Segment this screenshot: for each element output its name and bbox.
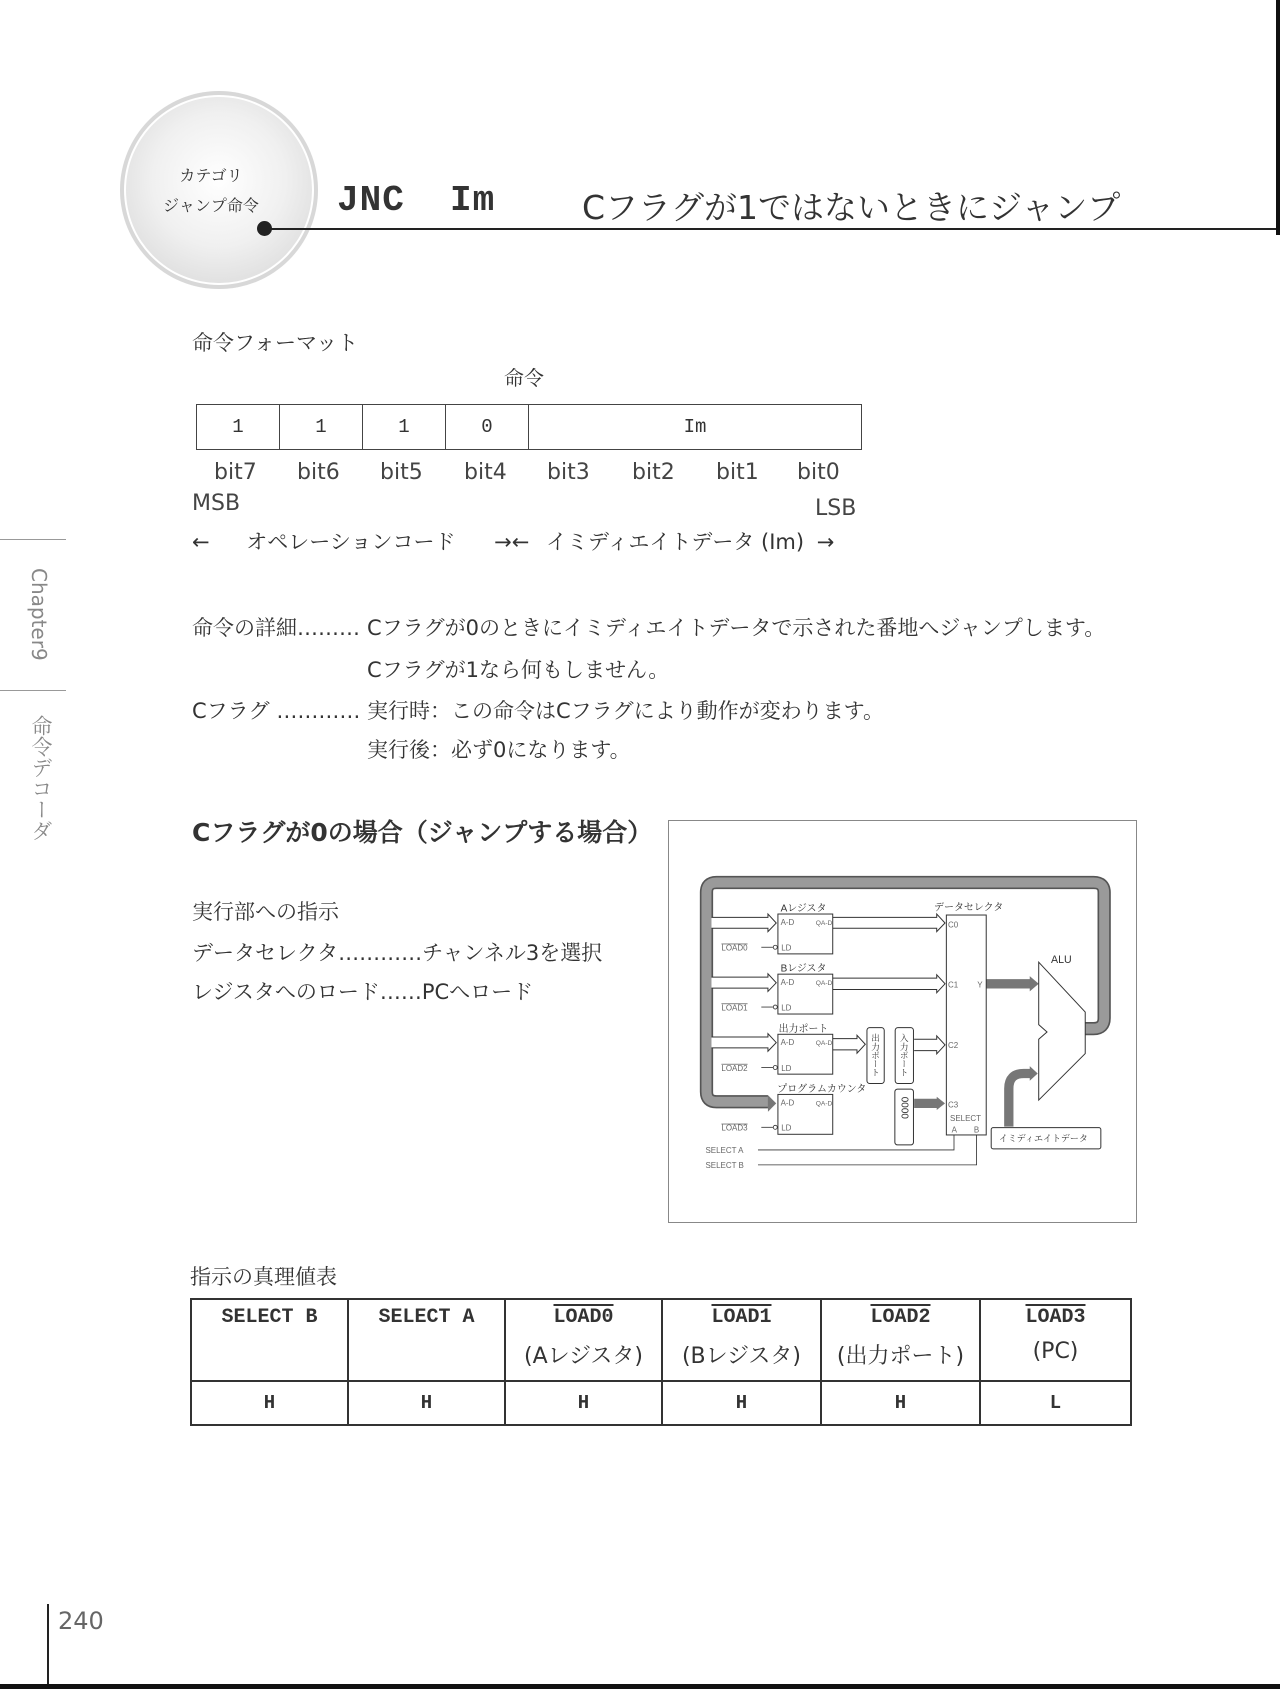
column-code: LOAD2 bbox=[870, 1306, 931, 1329]
table-row bbox=[191, 1381, 1131, 1425]
immediate-data-label: イミディエイトデータ bbox=[998, 1133, 1088, 1144]
y-label: Y bbox=[977, 980, 983, 990]
input-label: A-D bbox=[780, 1098, 795, 1108]
c3-label: C3 bbox=[948, 1100, 959, 1110]
flag-text: 実行後：必ず0になります。 bbox=[367, 738, 631, 762]
input-label: A-D bbox=[780, 917, 795, 927]
instruction-selector: データセレクタ…………チャンネル3を選択 bbox=[192, 941, 603, 965]
title-rule-dot bbox=[257, 221, 272, 236]
output-label: QA-D bbox=[815, 919, 833, 927]
input-port-box-label: 入力ポート bbox=[899, 1033, 910, 1077]
chapter-label: Chapter9 bbox=[27, 568, 51, 661]
flag-text: 実行時：この命令はCフラグにより動作が変わります。 bbox=[367, 699, 884, 723]
column-header bbox=[191, 1299, 348, 1381]
chapter-title: 命令デコーダ bbox=[29, 715, 53, 841]
side-divider bbox=[0, 539, 66, 540]
right-arrow: → bbox=[816, 530, 835, 554]
bit-cell: 0 bbox=[446, 405, 529, 450]
detail-label: 命令の詳細……… bbox=[192, 616, 360, 640]
flag-label: Cフラグ ………… bbox=[192, 699, 361, 723]
zero-constant-label: 0000 bbox=[898, 1096, 910, 1119]
select-a-label: SELECT A bbox=[705, 1145, 744, 1155]
table-cell: H bbox=[348, 1381, 505, 1425]
instruction-load: レジスタへのロード……PCへロード bbox=[192, 980, 534, 1004]
field-legend bbox=[192, 526, 834, 556]
output-port-label: 出力ポート bbox=[778, 1023, 829, 1035]
input-label: A-D bbox=[780, 978, 795, 988]
load2-label: LOAD2 bbox=[721, 1063, 748, 1073]
load0-label: LOAD0 bbox=[721, 943, 748, 953]
bit-cell: 1 bbox=[280, 405, 363, 450]
bit-label: bit3 bbox=[547, 460, 590, 485]
bit-label: bit4 bbox=[464, 460, 507, 485]
a-register-label: Aレジスタ bbox=[780, 903, 827, 915]
column-subtitle: (PC) bbox=[1032, 1339, 1079, 1364]
datapath-diagram bbox=[668, 820, 1137, 1223]
instruction-mnemonic: JNC Im bbox=[337, 180, 496, 221]
bit-label: bit2 bbox=[632, 460, 675, 485]
column-header bbox=[348, 1299, 505, 1381]
bit-label: bit0 bbox=[797, 460, 840, 485]
page-number-bar bbox=[47, 1604, 49, 1689]
column-code: SELECT B bbox=[221, 1306, 318, 1329]
opcode-field-label: オペレーションコード bbox=[246, 530, 456, 554]
select-a-pin: A bbox=[951, 1125, 957, 1135]
column-code: LOAD0 bbox=[553, 1306, 614, 1329]
select-label: SELECT bbox=[950, 1114, 982, 1124]
alu-shape bbox=[1039, 962, 1086, 1100]
bit-label: bit5 bbox=[380, 460, 423, 485]
table-cell: L bbox=[980, 1381, 1131, 1425]
boundary-arrows: →← bbox=[494, 530, 530, 554]
category-label: カテゴリ bbox=[179, 166, 243, 185]
load-pin-label: LD bbox=[781, 1123, 792, 1133]
table-cell: H bbox=[821, 1381, 980, 1425]
bit-label: bit1 bbox=[716, 460, 759, 485]
category-value: ジャンプ命令 bbox=[163, 196, 259, 215]
column-header bbox=[980, 1299, 1131, 1381]
instruction-label: 命令 bbox=[504, 366, 544, 390]
column-header bbox=[821, 1299, 980, 1381]
output-label: QA-D bbox=[815, 980, 833, 988]
truth-table-heading: 指示の真理値表 bbox=[190, 1265, 337, 1289]
input-label: A-D bbox=[780, 1038, 795, 1048]
column-code: SELECT A bbox=[378, 1306, 475, 1329]
data-selector-label: データセレクタ bbox=[934, 902, 1004, 914]
program-counter-label: プログラムカウンタ bbox=[777, 1083, 867, 1095]
page-bottom-edge bbox=[0, 1684, 1280, 1689]
c0-label: C0 bbox=[948, 920, 959, 930]
c2-label: C2 bbox=[948, 1040, 959, 1050]
table-header-row bbox=[191, 1299, 1131, 1381]
table-cell: H bbox=[662, 1381, 821, 1425]
alu-label: ALU bbox=[1051, 953, 1072, 966]
select-b-label: SELECT B bbox=[705, 1160, 744, 1170]
immediate-field-label: イミディエイトデータ (Im) bbox=[546, 530, 805, 554]
bit-label: bit6 bbox=[297, 460, 340, 485]
table-cell: H bbox=[191, 1381, 348, 1425]
b-register-label: Bレジスタ bbox=[780, 963, 827, 975]
lsb-label: LSB bbox=[815, 496, 857, 521]
load-pin-label: LD bbox=[781, 943, 792, 953]
bit-cell: 1 bbox=[363, 405, 446, 450]
bit-label: bit7 bbox=[214, 460, 257, 485]
column-header bbox=[505, 1299, 662, 1381]
instruction-format-table bbox=[196, 404, 862, 450]
side-divider bbox=[0, 690, 66, 691]
page-number: 240 bbox=[58, 1607, 104, 1635]
case-heading: Cフラグが0の場合（ジャンプする場合） bbox=[192, 818, 653, 847]
output-label: QA-D bbox=[815, 1100, 833, 1108]
column-subtitle: (Aレジスタ) bbox=[523, 1344, 643, 1369]
instruction-description: Cフラグが1ではないときにジャンプ bbox=[582, 188, 1121, 227]
detail-text: Cフラグが0のときにイミディエイトデータで示された番地へジャンプします。 bbox=[367, 616, 1106, 640]
msb-label: MSB bbox=[192, 491, 241, 516]
instruction-heading: 実行部への指示 bbox=[192, 900, 339, 924]
load3-label: LOAD3 bbox=[721, 1123, 748, 1133]
immediate-cell: Im bbox=[529, 405, 862, 450]
output-port-box-label: 出力ポート bbox=[870, 1033, 881, 1077]
table-cell: H bbox=[505, 1381, 662, 1425]
left-arrow: ← bbox=[192, 530, 210, 554]
c1-label: C1 bbox=[948, 980, 959, 990]
load-pin-label: LD bbox=[781, 1063, 792, 1073]
detail-text: Cフラグが1なら何もしません。 bbox=[367, 658, 670, 682]
page-edge bbox=[1276, 0, 1280, 235]
output-label: QA-D bbox=[815, 1040, 833, 1048]
column-header bbox=[662, 1299, 821, 1381]
truth-table bbox=[190, 1298, 1132, 1426]
bit-cell: 1 bbox=[197, 405, 280, 450]
column-subtitle: (出力ポート) bbox=[836, 1344, 965, 1369]
category-badge bbox=[120, 91, 318, 289]
load-pin-label: LD bbox=[781, 1003, 792, 1013]
column-code: LOAD3 bbox=[1025, 1306, 1086, 1329]
column-subtitle: (Bレジスタ) bbox=[681, 1344, 802, 1369]
column-code: LOAD1 bbox=[711, 1306, 772, 1329]
load1-label: LOAD1 bbox=[721, 1003, 748, 1013]
format-heading: 命令フォーマット bbox=[192, 331, 359, 355]
select-b-pin: B bbox=[973, 1125, 980, 1135]
